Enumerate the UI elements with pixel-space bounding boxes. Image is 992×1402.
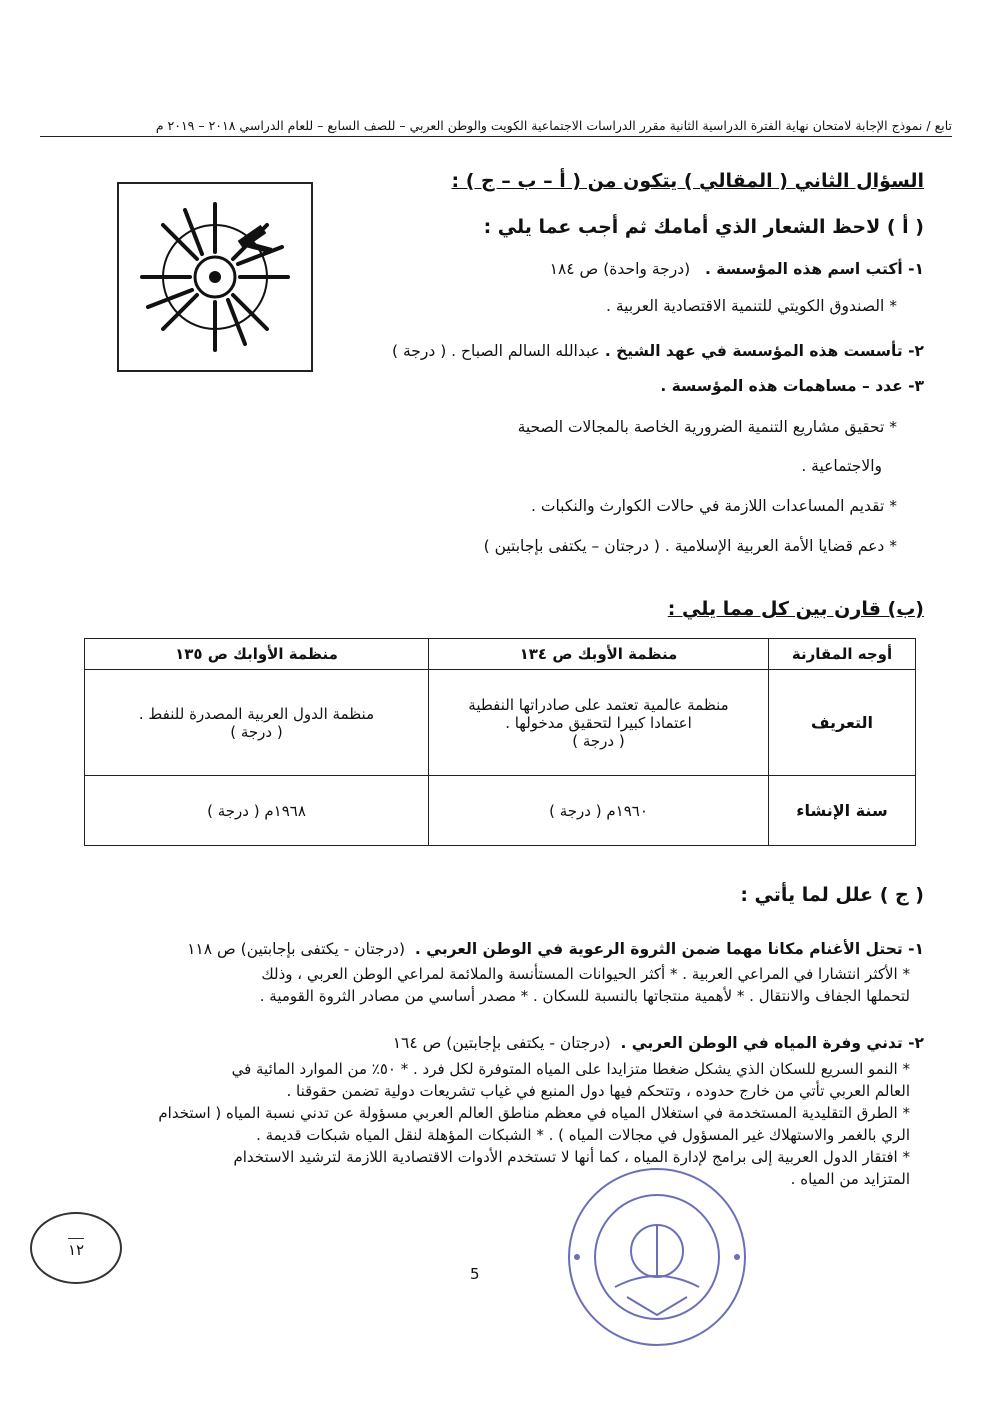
part-c-q2: [393, 1034, 924, 1052]
comparison-table: [84, 638, 916, 846]
part-c-a2-line-6: المتزايد من المياه .: [790, 1170, 910, 1188]
opec-def-grade: ( درجة ): [572, 731, 625, 750]
table-header-row: [85, 639, 916, 670]
part-c-a2-line-2: العالم العربي تأتي من خارج حدوده ، وتتحكم فيها دول المنبع في غياب تشريعات دولية تضمن حقوقنا .: [286, 1082, 910, 1100]
part-a-q3: ٣- عدد – مساهمات هذه المؤسسة .: [660, 377, 924, 395]
part-c-q1-text: ١- تحتل الأغنام مكانا مهما ضمن الثروة الرعوية في الوطن العربي .: [414, 940, 924, 958]
part-a-q1: [550, 260, 924, 278]
col-opec: منظمة الأوبك ص ١٣٤: [429, 639, 769, 670]
part-c-a2-line-3: * الطرق التقليدية المستخدمة في استغلال المياه في معظم مناطق العالم العربي مسؤولة عن تدني نسبة المياه ( استخدام: [158, 1104, 910, 1122]
row-founding-label: سنة الإنشاء: [769, 776, 916, 846]
part-a-a3-1b: والاجتماعية .: [801, 457, 882, 475]
official-stamp: [565, 1165, 750, 1350]
part-c-title: ( ج ) علل لما يأتي :: [740, 884, 924, 906]
circle-number: ١٢: [68, 1238, 84, 1259]
part-a-q2: [392, 342, 924, 360]
oapec-def-line-1: منظمة الدول العربية المصدرة للنفط .: [138, 704, 375, 723]
question-2-title: السؤال الثاني ( المقالي ) يتكون من ( أ – ب – ج ) :: [451, 170, 924, 192]
cell-opec-definition: [429, 670, 769, 776]
part-a-title: ( أ ) لاحظ الشعار الذي أمامك ثم أجب عما يلي :: [483, 216, 924, 238]
part-c-q2-grade: (درجتان - يكتفى بإجابتين) ص ١٦٤: [392, 1034, 611, 1052]
part-c-a2-line-1: * النمو السريع للسكان الذي يشكل ضغطا متزايدا على المياه المتوفرة لكل فرد . * ٥٠٪ من الموارد المائية في: [231, 1060, 910, 1078]
part-a-a3-1: * تحقيق مشاريع التنمية الضرورية الخاصة بالمجالات الصحية: [517, 418, 897, 436]
kfaed-logo: [117, 182, 313, 372]
part-a-q2-answer: عبدالله السالم الصباح . ( درجة ): [392, 342, 600, 360]
part-a-a3-2: * تقديم المساعدات اللازمة في حالات الكوارث والنكبات .: [531, 497, 897, 515]
part-c-q2-text: ٢- تدني وفرة المياه في الوطن العربي .: [620, 1034, 924, 1052]
cell-oapec-definition: [85, 670, 429, 776]
part-a-a3-3: * دعم قضايا الأمة العربية الإسلامية . ( درجتان – يكتفى بإجابتين ): [483, 537, 897, 555]
page-number: 5: [470, 1265, 480, 1283]
part-c-q1-grade: (درجتان - يكتفى بإجابتين) ص ١١٨: [187, 940, 406, 958]
cell-oapec-year: ١٩٦٨م ( درجة ): [85, 776, 429, 846]
part-c-a2-line-5: * افتقار الدول العربية إلى برامج لإدارة المياه ، كما أنها لا تستخدم الأدوات الاقتصادية اللازمة لترشيد الاستخدام: [233, 1148, 910, 1166]
part-a-q1-grade: (درجة واحدة) ص ١٨٤: [549, 260, 691, 278]
part-c-a1-line-1: * الأكثر انتشارا في المراعي العربية . * أكثر الحيوانات المستأنسة والملائمة لمراعي الوطن العربي ، وذلك: [261, 965, 910, 983]
table-row: [85, 670, 916, 776]
row-definition-label: التعريف: [769, 670, 916, 776]
col-aspect: أوجه المقارنة: [769, 639, 916, 670]
table-row: [85, 776, 916, 846]
part-a-q1-text: ١- أكتب اسم هذه المؤسسة .: [704, 260, 924, 278]
stamp-seal-icon: [565, 1165, 750, 1350]
page-total-circle: [30, 1212, 122, 1284]
part-c-a1: [110, 963, 910, 1007]
part-a-q2-text: ٢- تأسست هذه المؤسسة في عهد الشيخ .: [604, 342, 924, 360]
page-header: تابع / نموذج الإجابة لامتحان نهاية الفترة الدراسية الثانية مقرر الدراسات الاجتماعية الكويت والوطن العربي – للصف السابع – للعام الدراسي ٢٠١٨ – ٢٠١٩ م: [40, 118, 952, 137]
opec-def-line-2: اعتمادا كبيرا لتحقيق مدخولها .: [505, 713, 692, 732]
part-c-a2: [110, 1058, 910, 1190]
part-c-a1-line-2: لتحملها الجفاف والانتقال . * لأهمية منتجاتها بالنسبة للسكان . * مصدر أساسي من مصادر الثروة القومية .: [259, 987, 910, 1005]
logo-emblem-icon: [130, 192, 300, 362]
part-c-q1: [187, 940, 924, 958]
part-a-a1: * الصندوق الكويتي للتنمية الاقتصادية العربية .: [606, 297, 897, 315]
col-oapec: منظمة الأوابك ص ١٣٥: [85, 639, 429, 670]
opec-def-line-1: منظمة عالمية تعتمد على صادراتها النفطية: [468, 695, 729, 714]
oapec-def-grade: ( درجة ): [230, 722, 283, 741]
part-b-title: (ب) قارن بين كل مما يلي :: [667, 598, 924, 620]
part-c-a2-line-4: الري بالغمر والاستهلاك غير المسؤول في مجالات المياه ) . * الشبكات المؤهلة لنقل المياه شبكات قديمة .: [256, 1126, 910, 1144]
cell-opec-year: ١٩٦٠م ( درجة ): [429, 776, 769, 846]
